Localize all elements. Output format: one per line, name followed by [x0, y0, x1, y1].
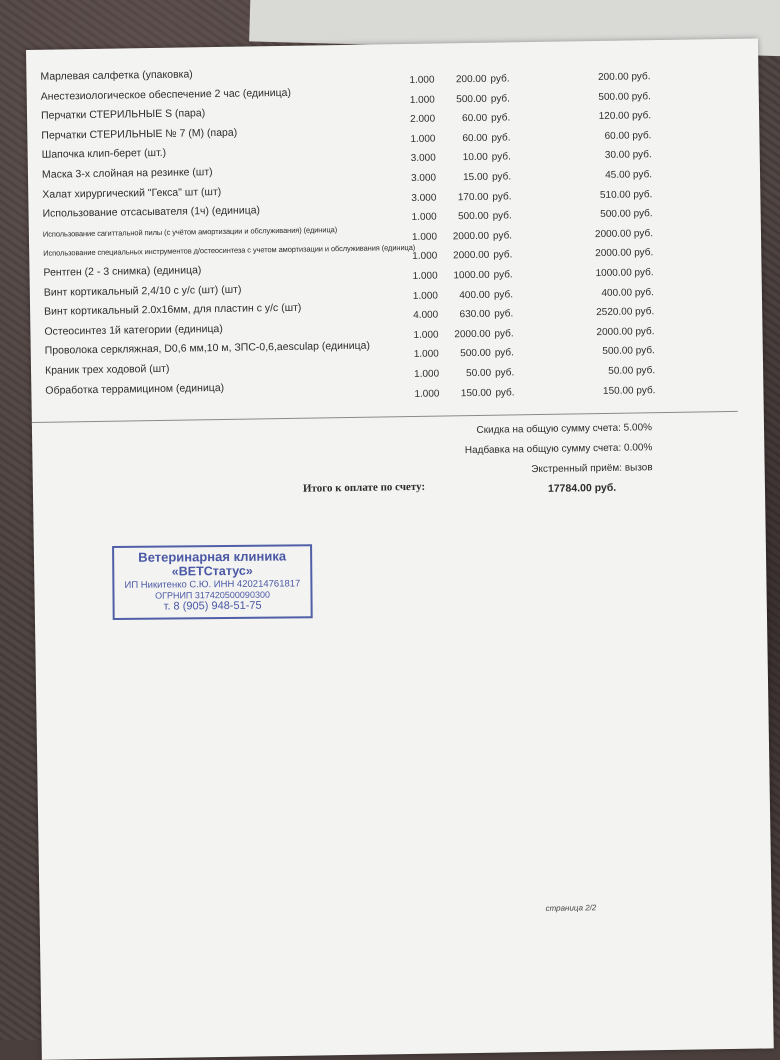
item-currency: руб.: [490, 73, 510, 85]
item-name: Винт кортикальный 2.0х16мм, для пластин с у/с (шт): [44, 301, 302, 318]
item-name: Рентген (2 - 3 снимка) (единица): [43, 264, 202, 279]
item-name: Марлевая салфетка (упаковка): [40, 68, 193, 83]
item-price: 500.00: [460, 348, 491, 360]
item-quantity: 1.000: [409, 74, 435, 86]
item-name: Краник трех ходовой (шт): [44, 362, 170, 377]
item-currency: руб.: [493, 288, 514, 301]
item-price: 2000.00: [452, 230, 490, 243]
item-price: 170.00: [457, 191, 489, 203]
item-quantity: 1.000: [413, 329, 439, 341]
item-name: Проволока серкляжная, D0,6 мм,10 м, ЗПС-0,6,aesculap (единица): [44, 339, 371, 358]
item-currency: руб.: [495, 367, 515, 379]
item-quantity: 1.000: [413, 348, 439, 361]
item-sum: 200.00 руб.: [597, 71, 651, 84]
item-price: 400.00: [459, 289, 490, 301]
item-name: Остеосинтез 1й категории (единица): [44, 322, 223, 338]
item-name: Использование специальных инструментов д/остеосинтеза с учетом амортизации и обслуживания (единица): [43, 243, 416, 259]
stamp-ogrnip: ОГРНИП 317420500090300: [155, 589, 270, 601]
item-sum: 500.00 руб.: [600, 208, 653, 221]
item-price: 15.00: [462, 171, 489, 184]
stamp-owner: ИП Никитенко С.Ю. ИНН 420214761817: [124, 578, 301, 591]
stamp-brand: «ВЕТСтатус»: [171, 563, 253, 579]
item-sum: 1000.00 руб.: [595, 267, 654, 280]
item-quantity: 1.000: [409, 94, 435, 106]
item-currency: руб.: [491, 171, 512, 183]
item-sum: 30.00 руб.: [604, 149, 652, 162]
item-currency: руб.: [491, 132, 511, 144]
item-price: 2000.00: [454, 328, 491, 341]
item-quantity: 2.000: [410, 113, 436, 126]
item-quantity: 4.000: [413, 309, 439, 322]
emergency-line: Экстренный приём: вызов: [531, 462, 653, 476]
item-sum: 400.00 руб.: [601, 286, 654, 299]
item-sum: 120.00 руб.: [598, 110, 652, 123]
item-currency: руб.: [491, 151, 511, 164]
invoice-page: [26, 39, 774, 1060]
item-name: Перчатки СТЕРИЛЬНЫЕ № 7 (М) (пара): [41, 126, 238, 142]
item-quantity: 1.000: [411, 211, 437, 224]
stamp-phone: т. 8 (905) 948-51-75: [163, 599, 262, 613]
item-quantity: 3.000: [410, 172, 437, 184]
item-sum: 2520.00 руб.: [596, 306, 655, 319]
item-sum: 50.00 руб.: [608, 365, 656, 377]
item-price: 500.00: [457, 210, 489, 223]
item-name: Анестезиологическое обеспечение 2 час (единица): [40, 86, 292, 103]
item-currency: руб.: [490, 92, 510, 105]
item-currency: руб.: [494, 347, 514, 359]
item-currency: руб.: [492, 190, 512, 203]
item-name: Использование сагиттальной пилы (с учётом амортизации и обслуживания) (единица): [42, 224, 338, 239]
total-label: Итого к оплате по счету:: [302, 480, 426, 495]
item-sum: 510.00 руб.: [599, 188, 653, 201]
item-quantity: 1.000: [412, 250, 438, 263]
page-number: страница 2/2: [545, 903, 597, 913]
item-quantity: 3.000: [410, 152, 436, 165]
item-price: 50.00: [466, 367, 492, 380]
item-currency: руб.: [492, 210, 512, 222]
item-quantity: 1.000: [411, 231, 438, 243]
total-value: 17784.00 руб.: [547, 481, 617, 495]
item-price: 1000.00: [453, 269, 490, 282]
item-name: Перчатки СТЕРИЛЬНЫЕ S (пара): [40, 107, 206, 122]
item-currency: руб.: [491, 112, 511, 124]
item-price: 10.00: [462, 152, 488, 164]
item-currency: руб.: [492, 230, 513, 242]
items-list: [40, 58, 656, 400]
item-name: Использование отсасывателя (1ч) (единица): [42, 204, 261, 220]
item-price: 60.00: [462, 132, 488, 144]
item-name: Винт кортикальный 2,4/10 с у/с (шт) (шт): [43, 283, 242, 299]
item-sum: 150.00 руб.: [602, 384, 656, 397]
item-name: Обработка террамицином (единица): [45, 381, 225, 397]
item-sum: 2000.00 руб.: [596, 325, 655, 338]
stamp-clinic-name: Ветеринарная клиника: [138, 548, 287, 565]
item-quantity: 1.000: [414, 368, 440, 380]
item-quantity: 1.000: [412, 290, 438, 302]
divider: [32, 411, 738, 423]
markup-line: Надбавка на общую сумму счета: 0.00%: [464, 442, 653, 457]
item-currency: руб.: [494, 308, 514, 320]
item-sum: 500.00 руб.: [602, 345, 655, 358]
item-sum: 45.00 руб.: [605, 169, 653, 181]
item-currency: руб.: [494, 328, 514, 340]
item-quantity: 1.000: [414, 388, 440, 400]
discount-line: Скидка на общую сумму счета: 5.00%: [476, 422, 653, 436]
item-name: Маска 3-х слойная на резинке (шт): [41, 166, 213, 181]
item-quantity: 1.000: [412, 270, 438, 282]
item-sum: 2000.00 руб.: [594, 227, 654, 240]
clinic-stamp: [112, 544, 313, 620]
item-price: 200.00: [455, 73, 487, 86]
item-price: 60.00: [462, 112, 488, 125]
item-price: 2000.00: [453, 250, 490, 262]
item-price: 500.00: [456, 93, 487, 105]
item-quantity: 3.000: [411, 192, 437, 204]
item-sum: 500.00 руб.: [598, 90, 651, 103]
item-price: 150.00: [460, 387, 492, 399]
item-currency: руб.: [493, 249, 513, 262]
item-sum: 60.00 руб.: [604, 129, 652, 142]
item-name: Шапочка клип-берет (шт.): [41, 147, 167, 162]
item-price: 630.00: [459, 308, 491, 321]
item-quantity: 1.000: [410, 133, 436, 145]
item-name: Халат хирургический "Гекса" шт (шт): [42, 185, 222, 201]
item-currency: руб.: [493, 269, 513, 281]
item-sum: 2000.00 руб.: [595, 247, 654, 260]
item-currency: руб.: [495, 386, 515, 399]
